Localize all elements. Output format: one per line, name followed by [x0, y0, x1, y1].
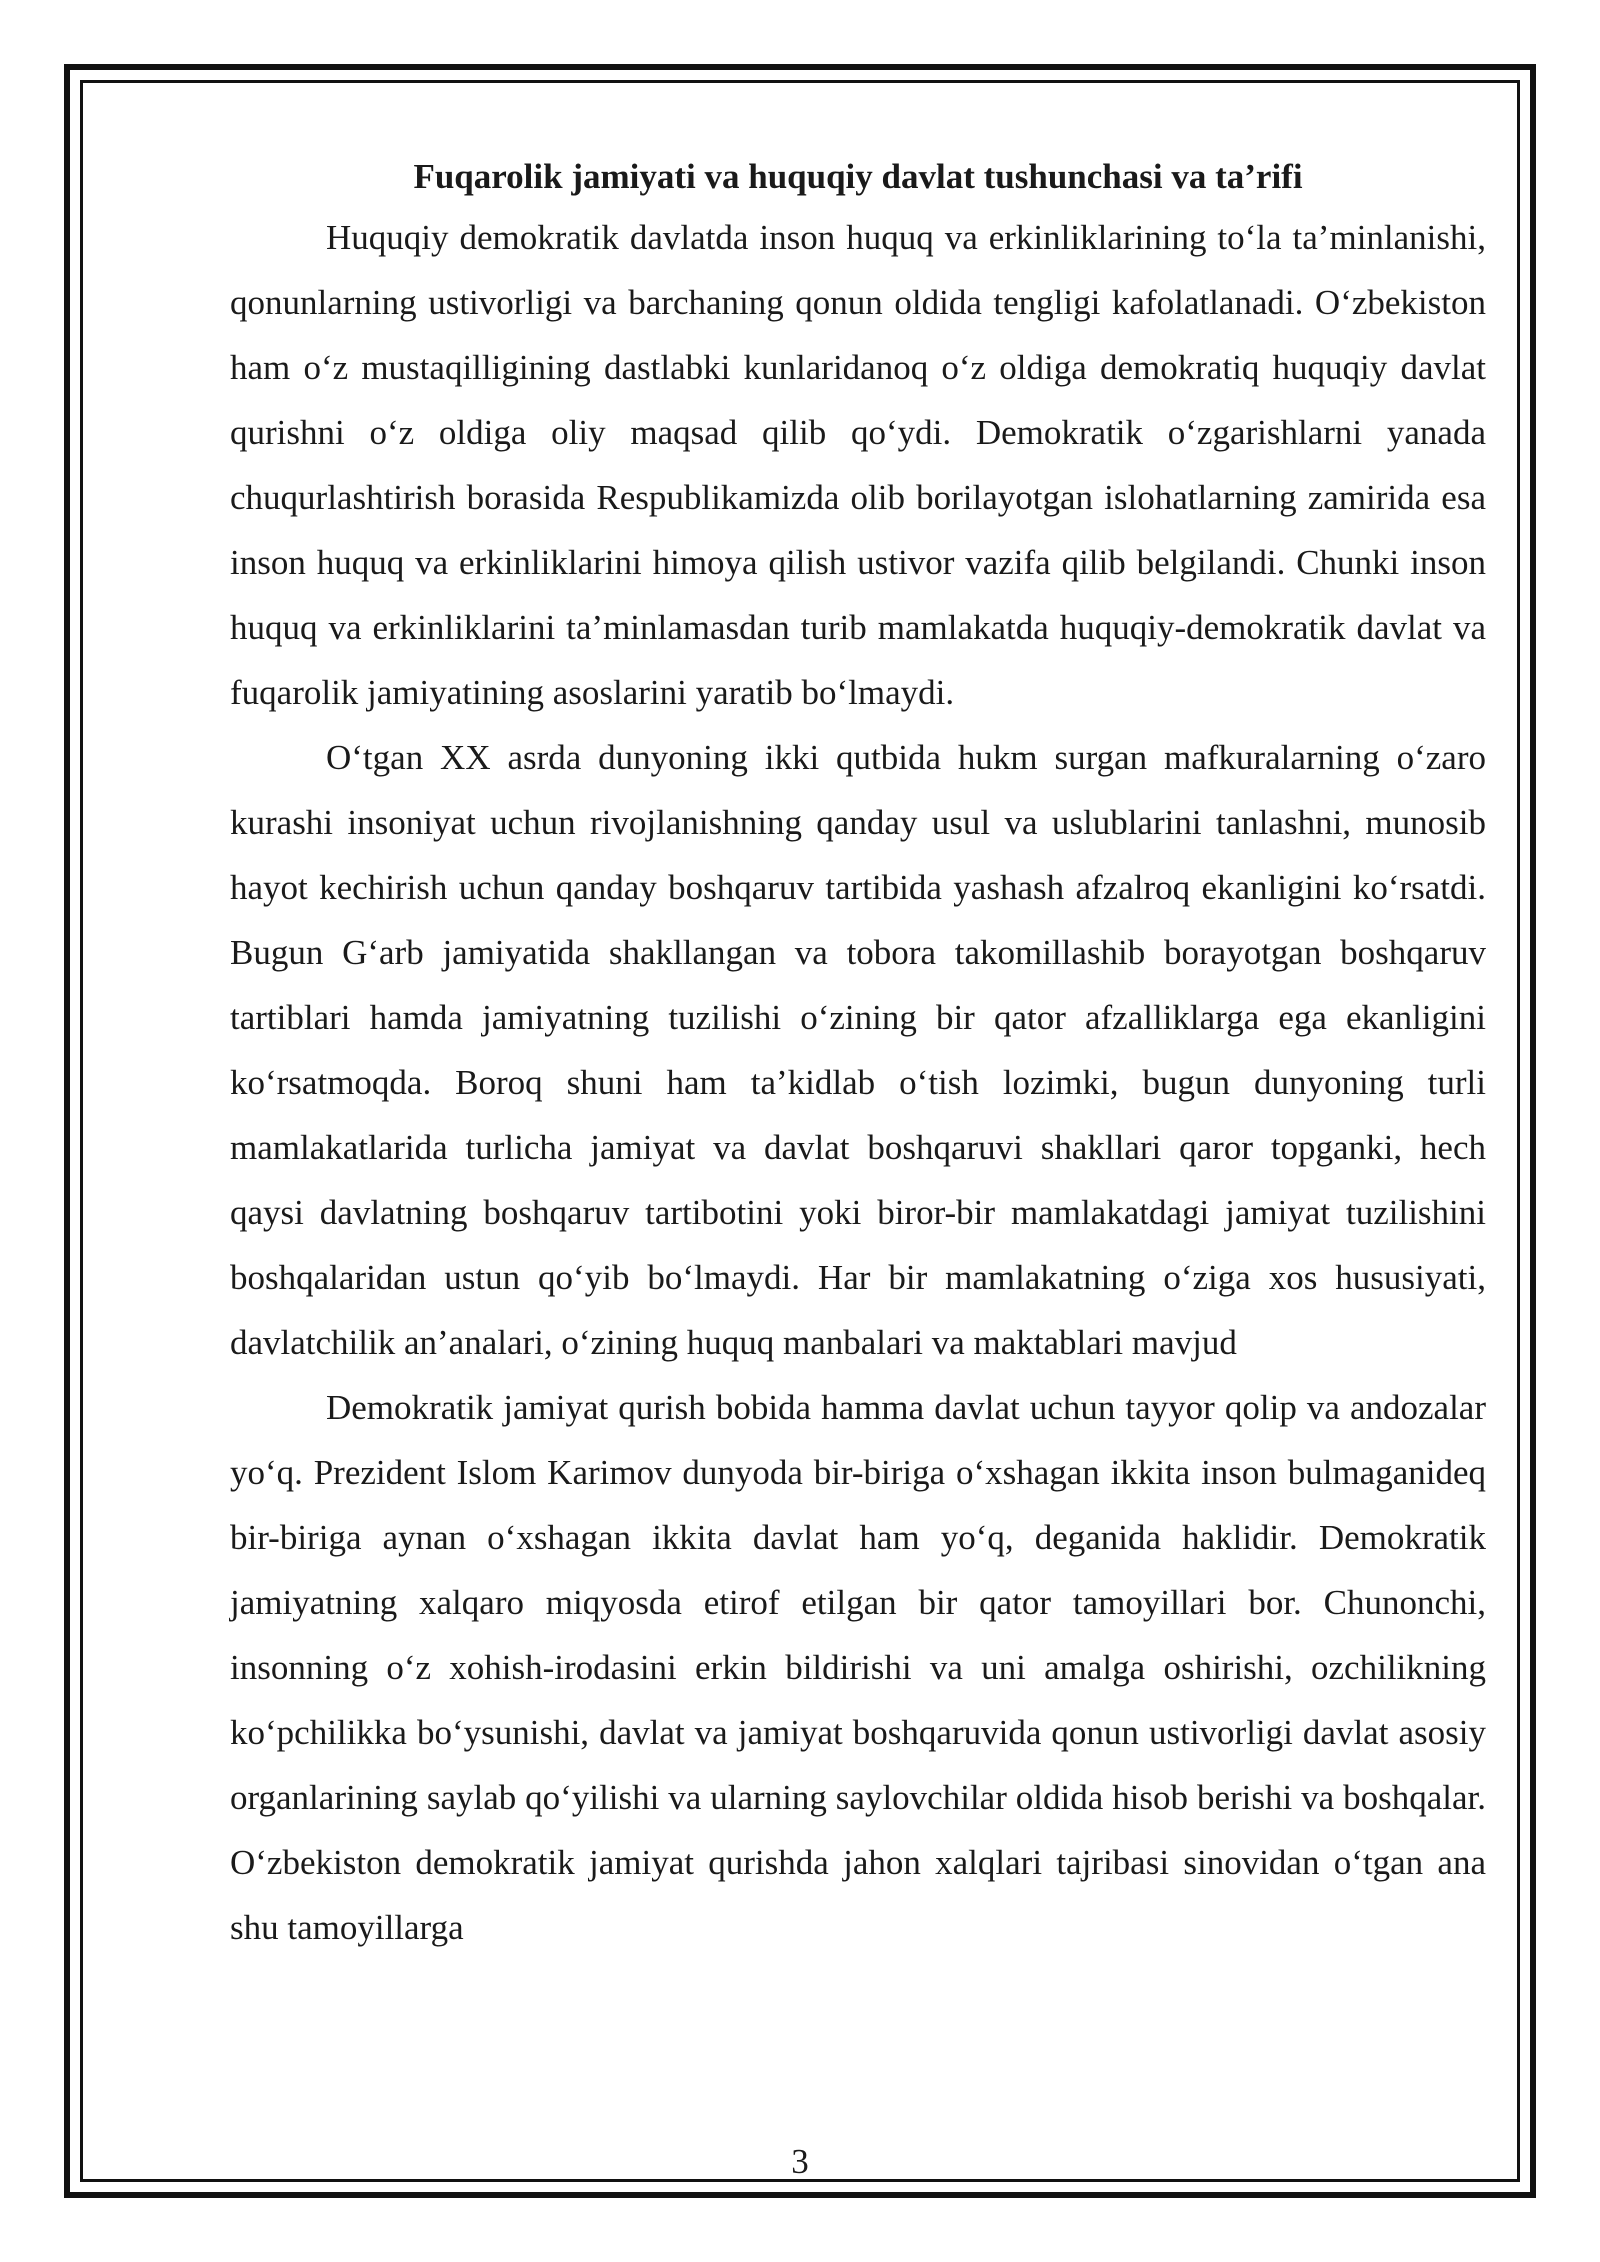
- page-number: 3: [791, 2142, 809, 2181]
- document-title: Fuqarolik jamiyati va huquqiy davlat tushunchasi va ta’rifi: [413, 157, 1303, 196]
- paragraph-1: Huquqiy demokratik davlatda inson huquq va erkinliklarining to‘la ta’minlanishi, qonunlarning ustivorligi va barchaning qonun oldida tengligi kafolatlanadi. O‘zbekiston ham o‘z mustaqilligining dastlabki kunlaridanoq o‘z oldiga demokratiq huquqiy davlat qurishni o‘z oldiga oliy maqsad qilib qo‘ydi. Demokratik o‘zgarishlarni yanada chuqurlashtirish borasida Respublikamizda olib borilayotgan islohatlarning zamirida esa inson huquq va erkinliklarini himoya qilish ustivor vazifa qilib belgilandi. Chunki inson huquq va erkinliklarini ta’minlamasdan turib mamlakatda huquqiy-demokratik davlat va fuqarolik jamiyatining asoslarini yaratib bo‘lmaydi.: [230, 218, 1486, 712]
- document-body: [230, 148, 1486, 1947]
- paragraph-2: O‘tgan XX asrda dunyoning ikki qutbida hukm surgan mafkuralarning o‘zaro kurashi insoniyat uchun rivojlanishning qanday usul va uslublarini tanlashni, munosib hayot kechirish uchun qanday boshqaruv tartibida yashash afzalroq ekanligini ko‘rsatdi. Bugun G‘arb jamiyatida shakllangan va tobora takomillashib borayotgan boshqaruv tartiblari hamda jamiyatning tuzilishi o‘zining bir qator afzalliklarga ega ekanligini ko‘rsatmoqda. Boroq shuni ham ta’kidlab o‘tish lozimki, bugun dunyoning turli mamlakatlarida turlicha jamiyat va davlat boshqaruvi shakllari qaror topganki, hech qaysi davlatning boshqaruv tartibotini yoki biror-bir mamlakatdagi jamiyat tuzilishini boshqalaridan ustun qo‘yib bo‘lmaydi. Har bir mamlakatning o‘ziga xos hususiyati, davlatchilik an’analari, o‘zining huquq manbalari va maktablari mavjud: [230, 738, 1486, 1362]
- paragraph-3: Demokratik jamiyat qurish bobida hamma davlat uchun tayyor qolip va andozalar yo‘q. Prezident Islom Karimov dunyoda bir-biriga o‘xshagan ikkita inson bulmaganideq bir-biriga aynan o‘xshagan ikkita davlat ham yo‘q, deganida haklidir. Demokratik jamiyatning xalqaro miqyosda etirof etilgan bir qator tamoyillari bor. Chunonchi, insonning o‘z xohish-irodasini erkin bildirishi va uni amalga oshirishi, ozchilikning ko‘pchilikka bo‘ysunishi, davlat va jamiyat boshqaruvida qonun ustivorligi davlat asosiy organlarining saylab qo‘yilishi va ularning saylovchilar oldida hisob berishi va boshqalar. O‘zbekiston demokratik jamiyat qurishda jahon xalqlari tajribasi sinovidan o‘tgan ana shu tamoyillarga: [230, 1388, 1486, 1947]
